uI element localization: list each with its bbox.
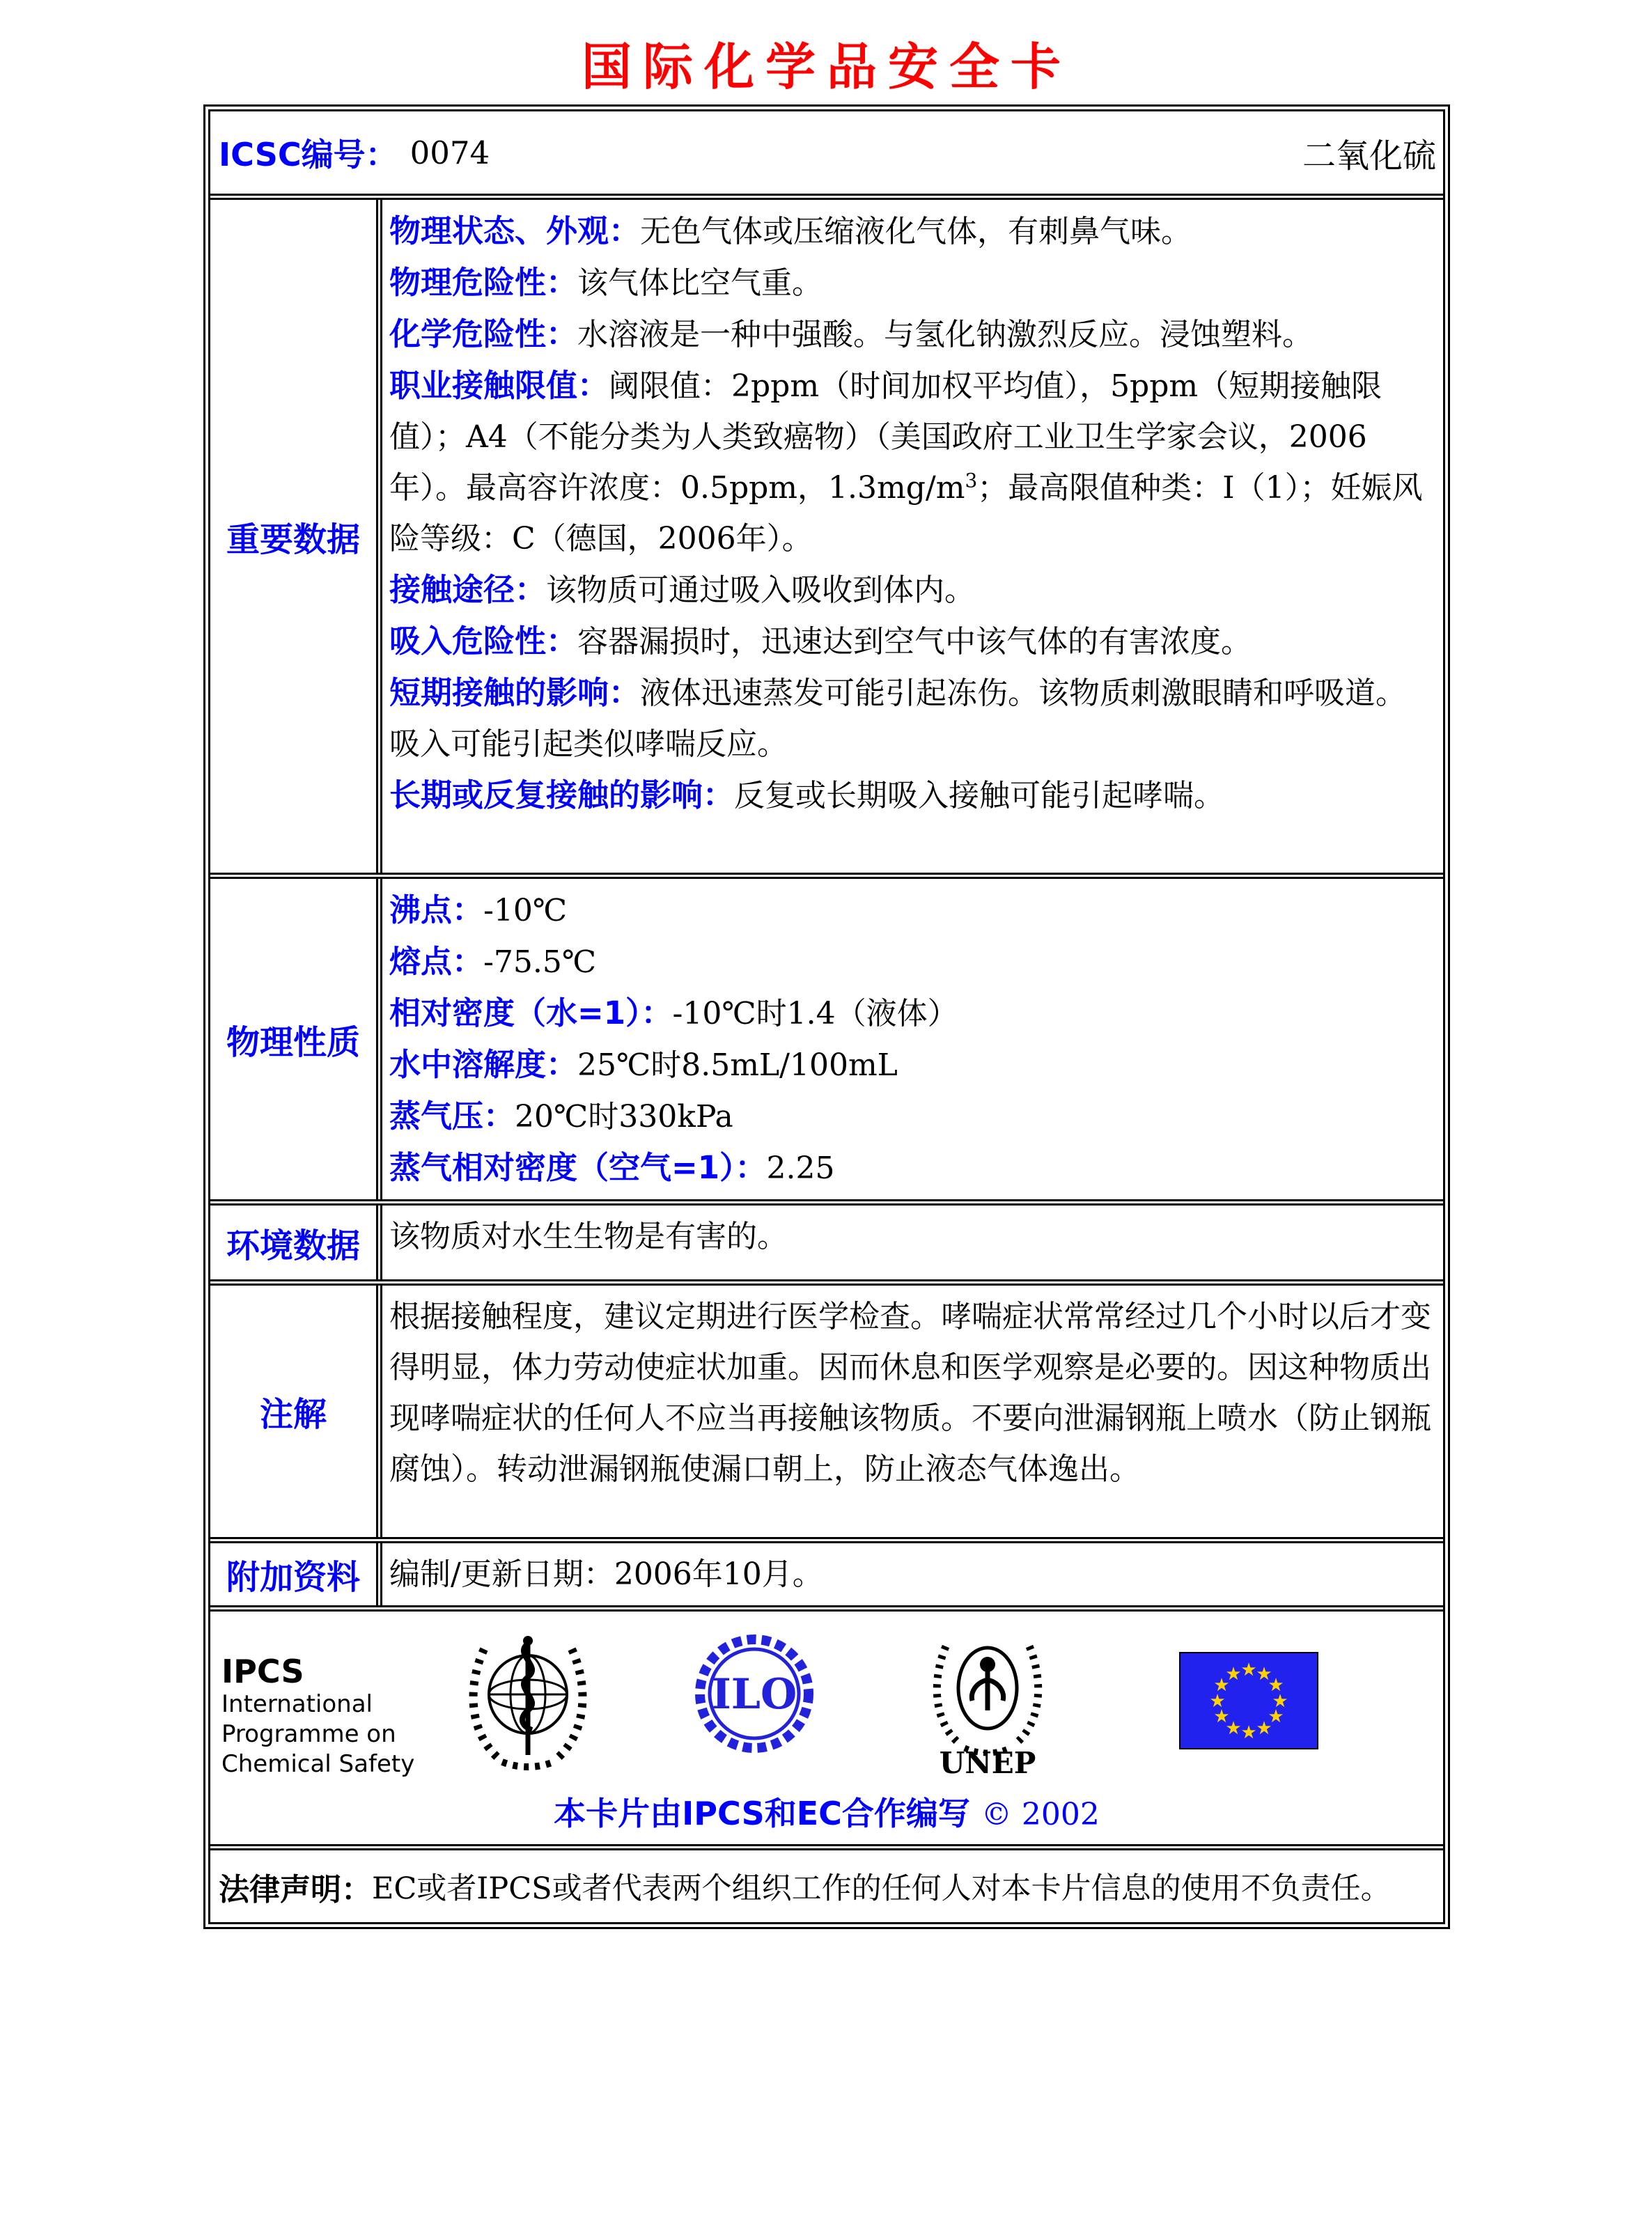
entry-physical-state [389, 205, 1433, 257]
icsc-card [203, 104, 1450, 1929]
ipcs-subtitle-line: Programme on [221, 1720, 396, 1748]
who-logo [462, 1627, 594, 1774]
entry-label: 物理状态、外观： [389, 212, 641, 249]
section-physical-properties [210, 873, 1443, 1199]
entry-label: 长期或反复接触的影响： [389, 777, 735, 813]
entry-text: 20℃时330kPa [515, 1099, 733, 1134]
entry-label: 水中溶解度： [389, 1046, 578, 1083]
section-label-additional-info: 附加资料 [210, 1543, 382, 1605]
entry-text: 2.25 [766, 1150, 835, 1186]
entry-text: -10℃ [483, 893, 568, 928]
svg-text:★: ★ [1225, 1718, 1242, 1739]
svg-text:★: ★ [1213, 1706, 1230, 1727]
entry-label: 吸入危险性： [389, 623, 578, 660]
entry-text: 液体迅速蒸发可能引起冻伤。该物质刺激眼睛和呼吸道。吸入可能引起类似哮喘反应。 [389, 676, 1407, 762]
legal-text: EC或者IPCS或者代表两个组织工作的任何人对本卡片信息的使用不负责任。 [372, 1871, 1391, 1906]
entry-short-term-effects [389, 667, 1433, 770]
physical-properties-content [382, 879, 1443, 1199]
notes-text: 根据接触程度，建议定期进行医学检查。哮喘症状常常经过几个小时以后才变得明显，体力劳动使症状加重。因而休息和医学观察是必要的。因这种物质出现哮喘症状的任何人不应当再接触该物质。不要向泄漏钢瓶上喷水（防止钢瓶腐蚀）。转动泄漏钢瓶使漏口朝上，防止液态气体逸出。 [389, 1299, 1431, 1487]
entry-melting-point [389, 936, 1433, 988]
entry-inhalation-risk [389, 616, 1433, 667]
svg-text:★: ★ [1240, 1722, 1257, 1743]
entry-text: 阈限值：2ppm（时间加权平均值），5ppm（短期接触限值）；A4（不能分类为人类致癌物）（美国政府工业卫生学家会议，2006年）。最高容许浓度：0.5ppm，1.3mg/m [389, 368, 1382, 506]
entry-text: 容器漏损时，迅速达到空气中该气体的有害浓度。 [577, 624, 1252, 660]
entry-label: 接触途径： [389, 571, 547, 608]
entry-label: 短期接触的影响： [389, 674, 641, 711]
legal-row [210, 1844, 1443, 1922]
section-notes [210, 1279, 1443, 1537]
entry-relative-density [389, 988, 1433, 1039]
entry-label: 熔点： [389, 943, 484, 980]
entry-text: 水溶液是一种中强酸。与氢化钠激烈反应。浸蚀塑料。 [577, 317, 1314, 352]
entry-occupational-limits [389, 360, 1433, 564]
superscript: 3 [965, 469, 978, 492]
section-additional-info [210, 1537, 1443, 1605]
entry-text: 该物质可通过吸入吸收到体内。 [546, 572, 976, 608]
entry-text: 反复或长期吸入接触可能引起哮喘。 [734, 778, 1225, 813]
chemical-name: 二氧化硫 [1302, 136, 1436, 176]
environmental-data-text: 该物质对水生生物是有害的。 [389, 1219, 788, 1254]
footer-logos-row [210, 1605, 1443, 1844]
entry-label: 蒸气相对密度（空气=1）： [389, 1149, 767, 1186]
icsc-number-value: 0074 [410, 134, 490, 171]
entry-water-solubility [389, 1039, 1433, 1091]
entry-text: 该气体比空气重。 [577, 265, 823, 301]
entry-label: 物理危险性： [389, 264, 578, 301]
entry-text: -75.5℃ [483, 944, 597, 980]
entry-text: ；最高限值种类：I（1）；妊娠风险等级：C（德国，2006年）。 [389, 470, 1423, 556]
page-title: 国际化学品安全卡 [581, 38, 1072, 96]
svg-text:★: ★ [1240, 1660, 1257, 1680]
additional-info-content [382, 1543, 1443, 1605]
section-important-data [210, 194, 1443, 873]
entry-boiling-point [389, 884, 1433, 936]
entry-text: 无色气体或压缩液化气体，有刺鼻气味。 [640, 214, 1192, 249]
svg-text:★: ★ [1272, 1691, 1288, 1712]
entry-label: 职业接触限值： [389, 367, 609, 404]
section-environmental-data [210, 1199, 1443, 1279]
icsc-number-label: ICSC编号： [219, 136, 398, 173]
notes-content [382, 1286, 1443, 1537]
unep-logo [928, 1628, 1047, 1776]
section-label-notes: 注解 [210, 1286, 382, 1537]
copyright-text: © 2002 [981, 1797, 1100, 1832]
svg-text:★: ★ [1209, 1691, 1226, 1712]
svg-text:★: ★ [1225, 1664, 1242, 1685]
svg-text:★: ★ [1256, 1664, 1272, 1685]
ipcs-block [210, 1627, 434, 1779]
svg-text:★: ★ [1268, 1675, 1284, 1696]
entry-vapor-pressure [389, 1091, 1433, 1142]
section-label-physical-properties: 物理性质 [210, 879, 382, 1199]
entry-vapor-density [389, 1142, 1433, 1194]
ilo-logo-text: ILO [711, 1670, 797, 1719]
entry-physical-danger [389, 257, 1433, 309]
important-data-content [382, 200, 1443, 873]
svg-text:★: ★ [1213, 1675, 1230, 1696]
entry-exposure-routes [389, 564, 1433, 616]
entry-long-term-effects [389, 770, 1433, 821]
entry-text: -10℃时1.4（液体） [672, 996, 958, 1031]
caption-text: 本卡片由IPCS和EC合作编写 [554, 1795, 970, 1832]
entry-label: 相对密度（水=1）： [389, 994, 673, 1031]
ipcs-title: IPCS [221, 1653, 304, 1690]
logos-caption [210, 1788, 1443, 1834]
svg-text:★: ★ [1256, 1718, 1272, 1739]
entry-label: 蒸气压： [389, 1098, 515, 1134]
section-label-important-data: 重要数据 [210, 200, 382, 873]
entry-label: 化学危险性： [389, 315, 578, 352]
eu-flag [1179, 1652, 1318, 1749]
section-label-environmental-data: 环境数据 [210, 1206, 382, 1279]
unep-logo-text: UNEP [939, 1746, 1036, 1776]
ilo-logo [692, 1630, 817, 1762]
ipcs-subtitle-line: International [221, 1690, 373, 1718]
legal-label: 法律声明： [219, 1871, 372, 1908]
card-header-row [210, 111, 1443, 194]
additional-info-text: 编制/更新日期：2006年10月。 [389, 1557, 823, 1592]
entry-chemical-danger [389, 309, 1433, 360]
entry-text: 25℃时8.5mL/100mL [577, 1047, 898, 1083]
ipcs-subtitle-line: Chemical Safety [221, 1750, 415, 1778]
entry-label: 沸点： [389, 891, 484, 928]
environmental-data-content [382, 1206, 1443, 1279]
svg-text:★: ★ [1268, 1706, 1284, 1727]
